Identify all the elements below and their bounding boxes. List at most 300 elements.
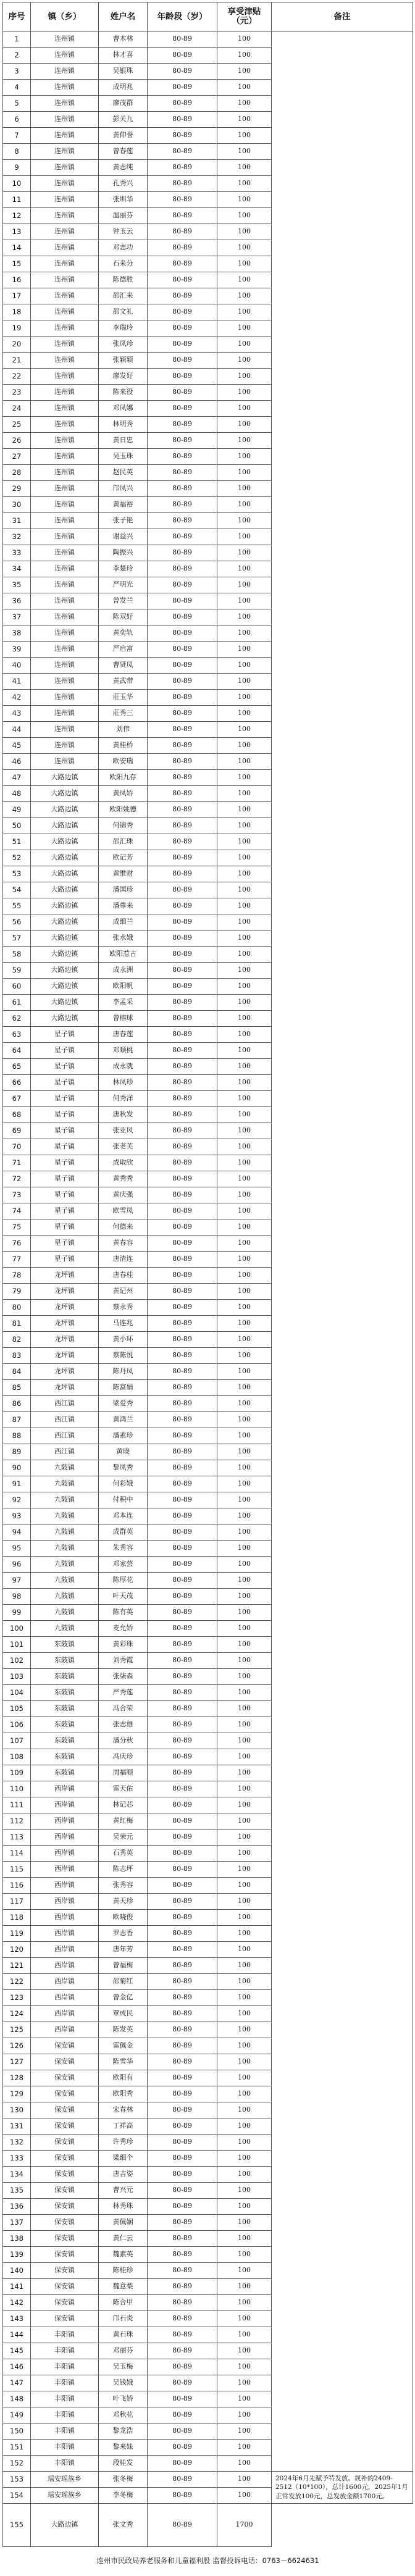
cell-name: 梁爱秀 — [99, 1396, 148, 1412]
cell-no: 141 — [3, 2279, 31, 2295]
cell-subsidy: 100 — [217, 2488, 272, 2504]
cell-age: 80-89 — [148, 1043, 217, 1059]
cell-subsidy: 100 — [217, 561, 272, 577]
cell-name: 邓凤娜 — [99, 401, 148, 417]
cell-no: 155 — [3, 2504, 31, 2547]
cell-name: 黄凤娇 — [99, 786, 148, 802]
cell-no: 15 — [3, 256, 31, 272]
cell-name: 吴玉梅 — [99, 2359, 148, 2375]
cell-no: 117 — [3, 1894, 31, 1910]
cell-subsidy: 100 — [217, 786, 272, 802]
cell-town: 丰阳镇 — [31, 2391, 99, 2407]
cell-no: 69 — [3, 1123, 31, 1139]
cell-no: 127 — [3, 2054, 31, 2070]
cell-town: 连州镇 — [31, 48, 99, 64]
cell-town: 连州镇 — [31, 642, 99, 658]
cell-subsidy: 100 — [217, 2054, 272, 2070]
cell-subsidy: 100 — [217, 1428, 272, 1444]
cell-name: 黄秀秀 — [99, 1171, 148, 1187]
cell-age: 80-89 — [148, 658, 217, 674]
cell-town: 龙坪镇 — [31, 1364, 99, 1380]
cell-no: 26 — [3, 433, 31, 449]
cell-subsidy: 100 — [217, 1460, 272, 1476]
cell-subsidy: 100 — [217, 1958, 272, 1974]
cell-no: 57 — [3, 930, 31, 947]
cell-subsidy: 100 — [217, 979, 272, 995]
cell-subsidy: 100 — [217, 1765, 272, 1781]
cell-subsidy: 100 — [217, 288, 272, 304]
cell-subsidy: 100 — [217, 1476, 272, 1492]
cell-town: 瑶安瑶族乡 — [31, 2472, 99, 2488]
cell-name: 唐春桂 — [99, 1268, 148, 1284]
cell-subsidy: 100 — [217, 1910, 272, 1926]
cell-no: 144 — [3, 2327, 31, 2343]
cell-age: 80-89 — [148, 2391, 217, 2407]
cell-subsidy: 100 — [217, 1942, 272, 1958]
cell-name: 何德来 — [99, 1219, 148, 1236]
cell-age: 80-89 — [148, 1813, 217, 1830]
cell-age: 80-89 — [148, 465, 217, 481]
cell-age: 80-89 — [148, 1910, 217, 1926]
cell-subsidy: 100 — [217, 96, 272, 112]
cell-name: 曾春莲 — [99, 144, 148, 160]
cell-name: 黄记州 — [99, 1284, 148, 1300]
cell-no: 14 — [3, 240, 31, 256]
cell-town: 星子镇 — [31, 1203, 99, 1219]
cell-name: 陈德胜 — [99, 272, 148, 288]
cell-no: 113 — [3, 1830, 31, 1846]
cell-town: 九陂镇 — [31, 1589, 99, 1605]
cell-age: 80-89 — [148, 690, 217, 706]
cell-name: 钟玉云 — [99, 224, 148, 240]
cell-no: 97 — [3, 1573, 31, 1589]
cell-no: 9 — [3, 160, 31, 176]
cell-town: 连州镇 — [31, 112, 99, 128]
cell-name: 周福顺 — [99, 1765, 148, 1781]
cell-town: 丰阳镇 — [31, 2375, 99, 2391]
cell-name: 梁细个 — [99, 2151, 148, 2167]
cell-age: 80-89 — [148, 2183, 217, 2199]
cell-town: 大路边镇 — [31, 802, 99, 818]
cell-no: 46 — [3, 754, 31, 770]
cell-subsidy: 100 — [217, 2295, 272, 2311]
cell-subsidy: 100 — [217, 2472, 272, 2488]
cell-town: 大路边镇 — [31, 963, 99, 979]
cell-no: 24 — [3, 401, 31, 417]
cell-name: 陈雪华 — [99, 2054, 148, 2070]
cell-town: 西岸镇 — [31, 1862, 99, 1878]
cell-subsidy: 100 — [217, 144, 272, 160]
cell-subsidy: 100 — [217, 738, 272, 754]
cell-town: 东陂镇 — [31, 1653, 99, 1669]
cell-town: 连州镇 — [31, 593, 99, 609]
cell-no: 23 — [3, 385, 31, 401]
cell-name: 邝石炎 — [99, 2311, 148, 2327]
cell-subsidy: 100 — [217, 1685, 272, 1701]
cell-subsidy: 100 — [217, 2006, 272, 2022]
cell-subsidy: 100 — [217, 320, 272, 337]
cell-name: 黎来妹 — [99, 2440, 148, 2456]
cell-no: 101 — [3, 1637, 31, 1653]
cell-age: 80-89 — [148, 1460, 217, 1476]
cell-subsidy: 100 — [217, 706, 272, 722]
cell-name: 许秀珍 — [99, 2135, 148, 2151]
cell-town: 大路边镇 — [31, 898, 99, 914]
cell-subsidy: 100 — [217, 192, 272, 208]
cell-subsidy: 100 — [217, 2456, 272, 2472]
cell-name: 邓秋花 — [99, 2407, 148, 2423]
cell-no: 140 — [3, 2263, 31, 2279]
cell-subsidy: 100 — [217, 2086, 272, 2102]
cell-town: 西岸镇 — [31, 1958, 99, 1974]
cell-age: 80-89 — [148, 2359, 217, 2375]
cell-subsidy: 100 — [217, 2038, 272, 2054]
cell-age: 80-89 — [148, 1717, 217, 1733]
cell-no: 119 — [3, 1926, 31, 1942]
header-remark: 备注 — [272, 2, 413, 31]
cell-age: 80-89 — [148, 2006, 217, 2022]
cell-name: 马连兆 — [99, 1316, 148, 1332]
cell-town: 星子镇 — [31, 1123, 99, 1139]
cell-subsidy: 100 — [217, 2391, 272, 2407]
cell-town: 连州镇 — [31, 561, 99, 577]
cell-subsidy: 100 — [217, 1171, 272, 1187]
cell-no: 128 — [3, 2070, 31, 2086]
cell-no: 61 — [3, 995, 31, 1011]
cell-town: 连州镇 — [31, 64, 99, 80]
cell-name: 张子艳 — [99, 513, 148, 529]
cell-no: 38 — [3, 625, 31, 642]
cell-subsidy: 100 — [217, 2167, 272, 2183]
cell-town: 九陂镇 — [31, 1541, 99, 1557]
cell-town: 龙坪镇 — [31, 1332, 99, 1348]
cell-town: 连州镇 — [31, 31, 99, 48]
cell-name: 何锦秀 — [99, 818, 148, 834]
cell-subsidy: 100 — [217, 1219, 272, 1236]
cell-town: 西江镇 — [31, 1412, 99, 1428]
cell-no: 88 — [3, 1428, 31, 1444]
cell-age: 80-89 — [148, 995, 217, 1011]
cell-town: 连州镇 — [31, 706, 99, 722]
cell-no: 66 — [3, 1075, 31, 1091]
cell-no: 41 — [3, 674, 31, 690]
cell-no: 122 — [3, 1974, 31, 1990]
cell-age: 80-89 — [148, 1557, 217, 1573]
cell-subsidy: 100 — [217, 337, 272, 353]
cell-town: 连州镇 — [31, 337, 99, 353]
cell-subsidy: 100 — [217, 674, 272, 690]
cell-age: 80-89 — [148, 1926, 217, 1942]
cell-name: 曹兴元 — [99, 2183, 148, 2199]
cell-subsidy: 100 — [217, 481, 272, 497]
cell-town: 保安镇 — [31, 2102, 99, 2118]
cell-name: 黄日忠 — [99, 433, 148, 449]
cell-age: 80-89 — [148, 1492, 217, 1508]
cell-no: 82 — [3, 1332, 31, 1348]
cell-age: 80-89 — [148, 1541, 217, 1557]
table-body — [3, 31, 413, 2575]
cell-no: 95 — [3, 1541, 31, 1557]
cell-subsidy: 100 — [217, 866, 272, 882]
cell-no: 147 — [3, 2375, 31, 2391]
cell-town: 九陂镇 — [31, 1573, 99, 1589]
cell-name: 严明光 — [99, 577, 148, 593]
cell-name: 张凤珍 — [99, 337, 148, 353]
cell-no: 29 — [3, 481, 31, 497]
cell-age: 80-89 — [148, 2504, 217, 2547]
cell-name: 黄小环 — [99, 1332, 148, 1348]
cell-town: 丰阳镇 — [31, 2423, 99, 2440]
cell-town: 连州镇 — [31, 320, 99, 337]
cell-no: 30 — [3, 497, 31, 513]
cell-name: 黄维财 — [99, 866, 148, 882]
cell-no: 154 — [3, 2488, 31, 2504]
cell-name: 曾发兰 — [99, 593, 148, 609]
cell-age: 80-89 — [148, 1846, 217, 1862]
cell-town: 九陂镇 — [31, 1492, 99, 1508]
cell-name: 黄佩娴 — [99, 2215, 148, 2231]
cell-town: 西岸镇 — [31, 1894, 99, 1910]
cell-name: 曹贤凤 — [99, 658, 148, 674]
cell-town: 连州镇 — [31, 128, 99, 144]
cell-age: 80-89 — [148, 2263, 217, 2279]
cell-subsidy: 100 — [217, 1236, 272, 1252]
cell-no: 35 — [3, 577, 31, 593]
cell-age: 80-89 — [148, 1685, 217, 1701]
cell-name: 潘尊来 — [99, 898, 148, 914]
cell-subsidy: 100 — [217, 1926, 272, 1942]
cell-subsidy: 100 — [217, 1717, 272, 1733]
cell-age: 80-89 — [148, 1942, 217, 1958]
table-row — [3, 2472, 413, 2488]
cell-town: 星子镇 — [31, 1043, 99, 1059]
cell-name: 张志雄 — [99, 1717, 148, 1733]
cell-name: 黄仰誉 — [99, 128, 148, 144]
cell-town: 大路边镇 — [31, 818, 99, 834]
cell-age: 80-89 — [148, 1701, 217, 1717]
cell-subsidy: 100 — [217, 1107, 272, 1123]
cell-no: 89 — [3, 1444, 31, 1460]
cell-subsidy: 100 — [217, 64, 272, 80]
cell-town: 连州镇 — [31, 417, 99, 433]
cell-no: 20 — [3, 337, 31, 353]
cell-age: 80-89 — [148, 2295, 217, 2311]
cell-age: 80-89 — [148, 449, 217, 465]
cell-subsidy: 100 — [217, 1749, 272, 1765]
cell-age: 80-89 — [148, 577, 217, 593]
cell-no: 56 — [3, 914, 31, 930]
cell-age: 80-89 — [148, 2231, 217, 2247]
cell-no: 3 — [3, 64, 31, 80]
cell-age: 80-89 — [148, 2375, 217, 2391]
cell-town: 保安镇 — [31, 2167, 99, 2183]
cell-no: 79 — [3, 1284, 31, 1300]
remark-text: 2024年6月先赋予特发放。规补的2409-2512（10*100），总计1600元，2025年1月正常发放100元，总发放金额1700元。 — [272, 2472, 413, 2504]
cell-name: 张冬梅 — [99, 2472, 148, 2488]
cell-no: 34 — [3, 561, 31, 577]
cell-name: 唐清连 — [99, 1252, 148, 1268]
cell-subsidy: 100 — [217, 1332, 272, 1348]
cell-name: 成永洲 — [99, 963, 148, 979]
cell-subsidy: 100 — [217, 1444, 272, 1460]
cell-name: 欧记芳 — [99, 850, 148, 866]
cell-town: 星子镇 — [31, 1236, 99, 1252]
cell-age: 80-89 — [148, 1139, 217, 1155]
cell-subsidy: 100 — [217, 385, 272, 401]
cell-subsidy: 100 — [217, 2375, 272, 2391]
cell-name: 黄奕轨 — [99, 625, 148, 642]
cell-no: 10 — [3, 176, 31, 192]
cell-name: 邓本连 — [99, 1508, 148, 1524]
cell-no: 52 — [3, 850, 31, 866]
cell-no: 106 — [3, 1717, 31, 1733]
header-no: 序号 — [3, 2, 31, 31]
cell-town: 保安镇 — [31, 2054, 99, 2070]
cell-name: 黄武带 — [99, 674, 148, 690]
cell-age: 80-89 — [148, 706, 217, 722]
cell-subsidy: 100 — [217, 1075, 272, 1091]
cell-subsidy: 100 — [217, 963, 272, 979]
cell-subsidy: 100 — [217, 1637, 272, 1653]
cell-town: 连州镇 — [31, 754, 99, 770]
cell-age: 80-89 — [148, 1300, 217, 1316]
cell-subsidy: 100 — [217, 112, 272, 128]
cell-age: 80-89 — [148, 417, 217, 433]
cell-name: 黄红梅 — [99, 1813, 148, 1830]
cell-name: 唐春莲 — [99, 1027, 148, 1043]
cell-name: 潘素珍 — [99, 1428, 148, 1444]
cell-subsidy: 100 — [217, 802, 272, 818]
cell-name: 黄志纯 — [99, 160, 148, 176]
cell-name: 张秀容 — [99, 1878, 148, 1894]
cell-name: 张水娥 — [99, 930, 148, 947]
cell-name: 陈丹凤 — [99, 1364, 148, 1380]
cell-name: 欧安瑞 — [99, 754, 148, 770]
cell-subsidy: 100 — [217, 1990, 272, 2006]
cell-name: 欧晓俊 — [99, 1910, 148, 1926]
cell-name: 吴钱娥 — [99, 2375, 148, 2391]
cell-town: 连州镇 — [31, 433, 99, 449]
cell-subsidy: 100 — [217, 1781, 272, 1797]
cell-subsidy: 100 — [217, 2022, 272, 2038]
cell-age: 80-89 — [148, 1252, 217, 1268]
cell-subsidy: 100 — [217, 2231, 272, 2247]
cell-town: 连州镇 — [31, 385, 99, 401]
cell-age: 80-89 — [148, 882, 217, 898]
cell-name: 黄春容 — [99, 1236, 148, 1252]
cell-age: 80-89 — [148, 834, 217, 850]
cell-name: 陶振兴 — [99, 545, 148, 561]
cell-town: 连州镇 — [31, 96, 99, 112]
cell-age: 80-89 — [148, 2151, 217, 2167]
cell-town: 星子镇 — [31, 1075, 99, 1091]
cell-name: 莊秀三 — [99, 706, 148, 722]
cell-subsidy: 100 — [217, 2118, 272, 2135]
table-head — [3, 2, 413, 31]
cell-name: 陈有英 — [99, 1605, 148, 1621]
cell-town: 保安镇 — [31, 2311, 99, 2327]
cell-age: 80-89 — [148, 2022, 217, 2038]
cell-name: 朱秀容 — [99, 1541, 148, 1557]
cell-name: 陈发英 — [99, 2022, 148, 2038]
cell-subsidy: 100 — [217, 1797, 272, 1813]
cell-no: 132 — [3, 2135, 31, 2151]
cell-no: 134 — [3, 2167, 31, 2183]
cell-no: 92 — [3, 1492, 31, 1508]
cell-name: 唐吉姿 — [99, 2167, 148, 2183]
cell-town: 连州镇 — [31, 208, 99, 224]
cell-name: 唐年芳 — [99, 1942, 148, 1958]
cell-no: 78 — [3, 1268, 31, 1284]
cell-age: 80-89 — [148, 1765, 217, 1781]
cell-name: 林明秀 — [99, 417, 148, 433]
cell-subsidy: 100 — [217, 2247, 272, 2263]
cell-subsidy: 100 — [217, 1541, 272, 1557]
cell-age: 80-89 — [148, 160, 217, 176]
cell-town: 九陂镇 — [31, 1524, 99, 1541]
cell-no: 138 — [3, 2231, 31, 2247]
cell-no: 47 — [3, 770, 31, 786]
cell-town: 保安镇 — [31, 2086, 99, 2102]
cell-name: 曹木林 — [99, 31, 148, 48]
cell-town: 连州镇 — [31, 658, 99, 674]
cell-subsidy: 100 — [217, 2135, 272, 2151]
cell-subsidy: 100 — [217, 401, 272, 417]
cell-age: 80-89 — [148, 1974, 217, 1990]
cell-name: 张柒森 — [99, 1669, 148, 1685]
cell-age: 80-89 — [148, 1637, 217, 1653]
cell-subsidy: 100 — [217, 625, 272, 642]
cell-no: 50 — [3, 818, 31, 834]
cell-subsidy: 100 — [217, 2199, 272, 2215]
cell-subsidy: 100 — [217, 224, 272, 240]
cell-age: 80-89 — [148, 1316, 217, 1332]
cell-age: 80-89 — [148, 1075, 217, 1091]
cell-town: 星子镇 — [31, 1252, 99, 1268]
cell-age: 80-89 — [148, 224, 217, 240]
cell-town: 星子镇 — [31, 1171, 99, 1187]
cell-subsidy: 100 — [217, 1091, 272, 1107]
cell-no: 36 — [3, 593, 31, 609]
cell-name: 黄彩珠 — [99, 1637, 148, 1653]
cell-no: 126 — [3, 2038, 31, 2054]
cell-age: 80-89 — [148, 1171, 217, 1187]
cell-no: 105 — [3, 1701, 31, 1717]
cell-remark — [272, 31, 413, 2472]
cell-no: 4 — [3, 80, 31, 96]
cell-no: 40 — [3, 658, 31, 674]
cell-age: 80-89 — [148, 48, 217, 64]
cell-no: 129 — [3, 2086, 31, 2102]
cell-subsidy: 100 — [217, 882, 272, 898]
cell-name: 冯合荣 — [99, 1701, 148, 1717]
cell-town: 丰阳镇 — [31, 2359, 99, 2375]
cell-no: 33 — [3, 545, 31, 561]
cell-name: 黄仁云 — [99, 2231, 148, 2247]
cell-age: 80-89 — [148, 1990, 217, 2006]
cell-age: 80-89 — [148, 385, 217, 401]
cell-town: 大路边镇 — [31, 914, 99, 930]
cell-subsidy: 100 — [217, 2311, 272, 2327]
cell-name: 叶天茂 — [99, 1589, 148, 1605]
cell-no: 31 — [3, 513, 31, 529]
cell-no: 130 — [3, 2102, 31, 2118]
cell-no: 39 — [3, 642, 31, 658]
cell-name: 蔡永秀 — [99, 1300, 148, 1316]
cell-town: 西岸镇 — [31, 2006, 99, 2022]
cell-name: 陈来役 — [99, 385, 148, 401]
cell-age: 80-89 — [148, 1268, 217, 1284]
